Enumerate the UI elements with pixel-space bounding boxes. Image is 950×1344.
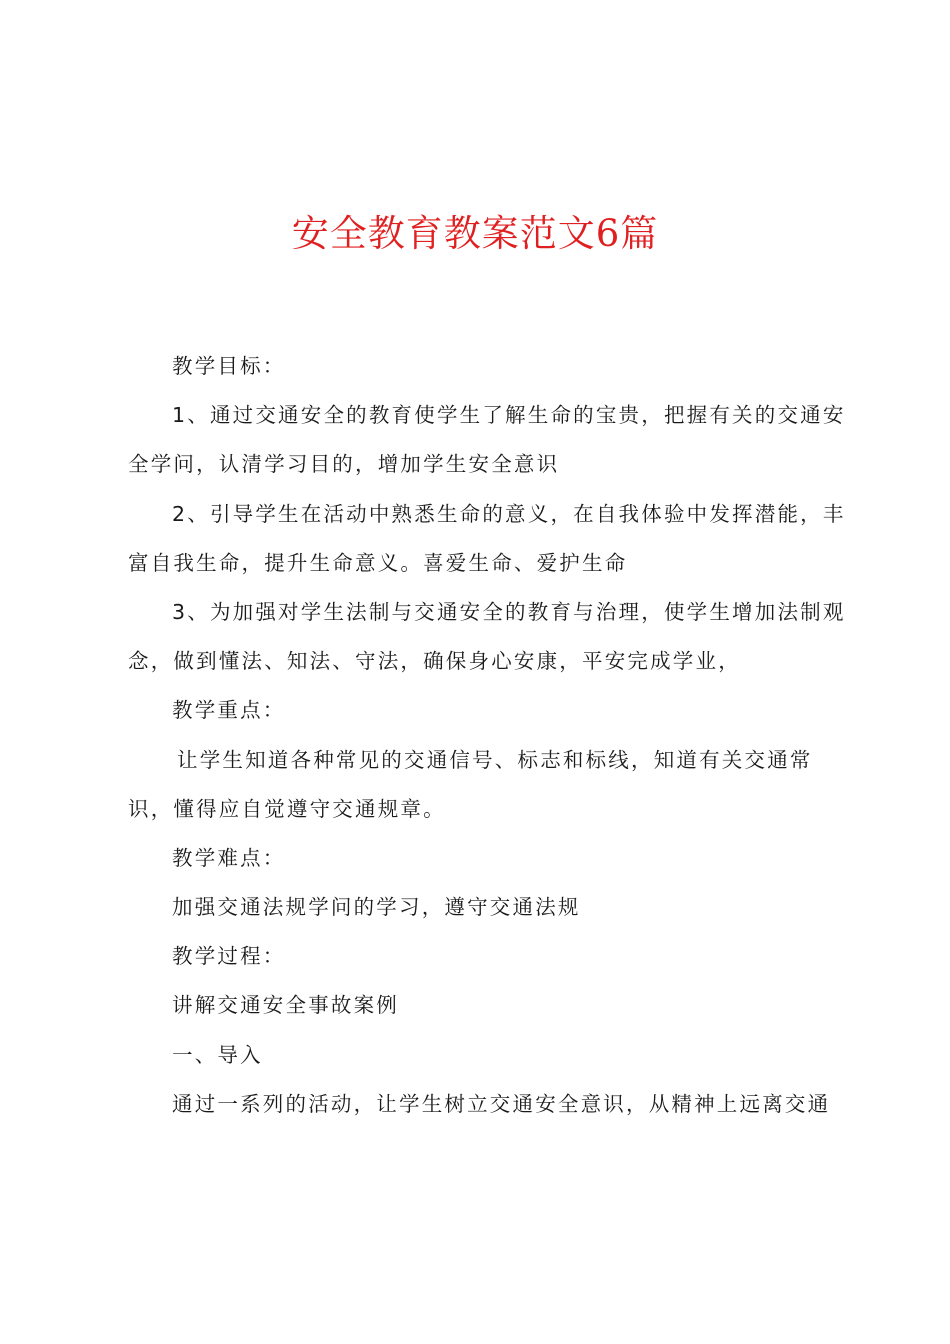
paragraph-line: 全学问，认清学习目的，增加学生安全意识	[128, 452, 560, 477]
paragraph-line: 1、通过交通安全的教育使学生了解生命的宝贵，把握有关的交通安	[172, 403, 846, 428]
paragraph-line: 3、为加强对学生法制与交通安全的教育与治理，使学生增加法制观	[172, 599, 846, 624]
paragraph-line: 让学生知道各种常见的交通信号、标志和标线，知道有关交通常	[177, 747, 813, 772]
heading-key-points: 教学重点：	[172, 698, 286, 723]
paragraph-line: 通过一系列的活动，让学生树立交通安全意识，从精神上远离交通	[172, 1091, 831, 1116]
document-title: 安全教育教案范文6篇	[291, 212, 659, 255]
paragraph-line: 2、引导学生在活动中熟悉生命的意义，在自我体验中发挥潜能，丰	[172, 501, 846, 526]
heading-process: 教学过程：	[172, 944, 286, 969]
heading-difficulties: 教学难点：	[172, 845, 286, 870]
document-body	[128, 342, 846, 1129]
section-heading-intro: 一、导入	[172, 1042, 263, 1067]
paragraph-line: 识，懂得应自觉遵守交通规章。	[128, 796, 446, 821]
paragraph-line: 富自我生命，提升生命意义。喜爱生命、爱护生命	[128, 550, 628, 575]
paragraph-line: 讲解交通安全事故案例	[172, 993, 399, 1018]
heading-objectives: 教学目标：	[172, 354, 286, 378]
paragraph-line: 加强交通法规学问的学习，遵守交通法规	[172, 895, 581, 920]
paragraph-line: 念，做到懂法、知法、守法，确保身心安康，平安完成学业，	[128, 649, 741, 674]
